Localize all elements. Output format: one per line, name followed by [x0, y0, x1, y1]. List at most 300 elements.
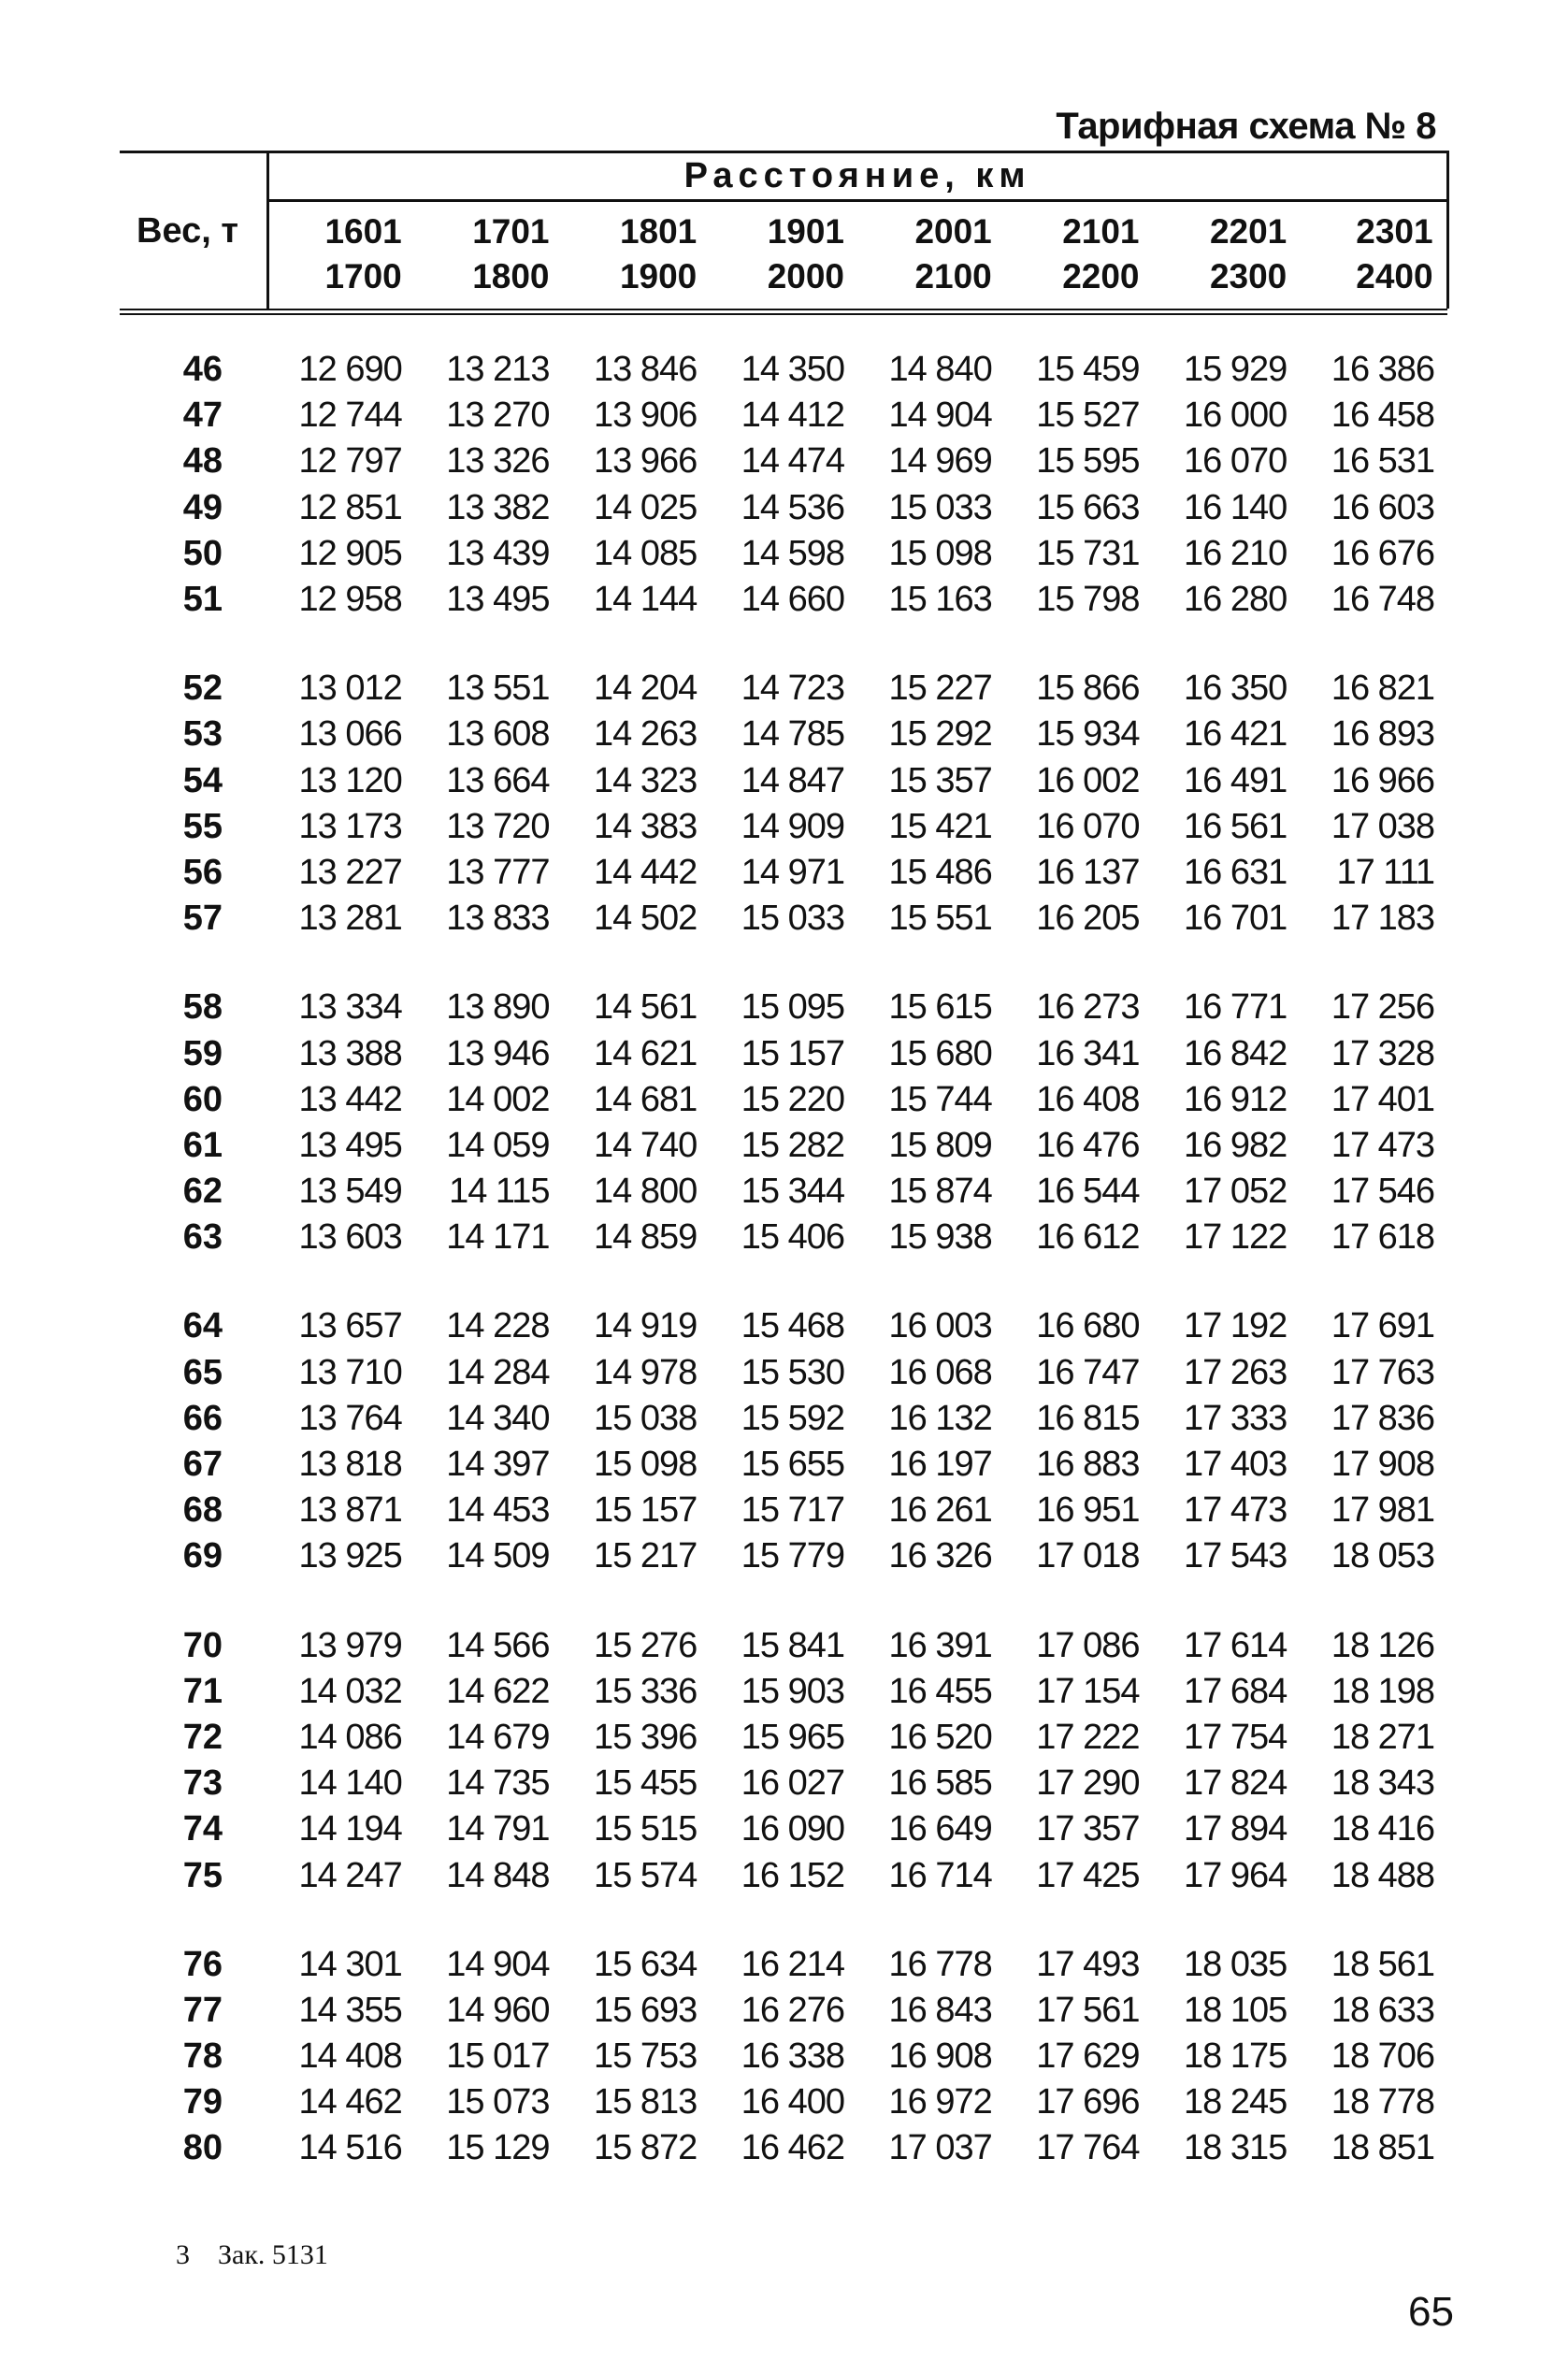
table-row — [120, 1669, 1447, 1715]
tariff-value-cell: 13 551 — [446, 669, 550, 709]
tariff-value-cell: 15 592 — [741, 1398, 844, 1438]
tariff-value-cell: 16 003 — [888, 1306, 992, 1346]
tariff-value-cell: 14 660 — [741, 580, 844, 620]
weight-cell: 58 — [182, 987, 223, 1028]
tariff-value-cell: 13 227 — [298, 852, 402, 892]
tariff-value-cell: 16 649 — [888, 1809, 992, 1849]
tariff-value-cell: 13 890 — [446, 987, 550, 1028]
tariff-value-cell: 16 520 — [888, 1717, 992, 1757]
weight-cell: 56 — [182, 852, 223, 892]
tariff-value-cell: 16 843 — [888, 1990, 992, 2030]
tariff-value-cell: 17 836 — [1331, 1398, 1435, 1438]
tariff-value-cell: 13 281 — [298, 899, 402, 939]
table-row — [120, 758, 1447, 804]
tariff-value-cell: 16 455 — [888, 1671, 992, 1711]
tariff-value-cell: 16 137 — [1036, 852, 1140, 892]
weight-cell: 75 — [182, 1855, 223, 1895]
table-row — [120, 1488, 1447, 1533]
tariff-value-cell: 14 032 — [298, 1671, 402, 1711]
range-to: 2300 — [1209, 257, 1287, 295]
weight-cell: 63 — [182, 1217, 223, 1258]
tariff-value-cell: 15 157 — [594, 1490, 698, 1531]
tariff-value-cell: 17 696 — [1036, 2082, 1140, 2122]
weight-cell: 59 — [182, 1033, 223, 1073]
distance-range-header — [563, 201, 711, 309]
tariff-value-cell: 14 978 — [594, 1352, 698, 1392]
weight-cell: 48 — [182, 441, 223, 482]
tariff-value-cell: 14 622 — [446, 1671, 550, 1711]
tariff-value-cell: 13 966 — [594, 441, 698, 482]
tariff-value-cell: 14 904 — [446, 1944, 550, 1984]
tariff-value-cell: 18 175 — [1184, 2036, 1287, 2077]
tariff-value-cell: 14 323 — [594, 760, 698, 800]
scheme-title: Тарифная схема № 8 — [1056, 106, 1436, 147]
tariff-value-cell: 17 473 — [1184, 1490, 1287, 1531]
weight-cell: 78 — [182, 2036, 223, 2077]
weight-cell: 67 — [182, 1445, 223, 1485]
tariff-value-cell: 16 748 — [1331, 580, 1435, 620]
tariff-value-cell: 16 585 — [888, 1763, 992, 1804]
tariff-value-cell: 14 383 — [594, 806, 698, 846]
weight-cell: 61 — [182, 1125, 223, 1165]
tariff-value-cell: 12 797 — [298, 441, 402, 482]
tariff-value-cell: 15 098 — [888, 533, 992, 573]
tariff-value-cell: 12 958 — [298, 580, 402, 620]
tariff-value-cell: 16 951 — [1036, 1490, 1140, 1531]
tariff-value-cell: 14 681 — [594, 1079, 698, 1119]
tariff-value-cell: 14 462 — [298, 2082, 402, 2122]
tariff-value-cell: 16 070 — [1036, 806, 1140, 846]
tariff-value-cell: 16 205 — [1036, 899, 1140, 939]
tariff-value-cell: 17 333 — [1184, 1398, 1287, 1438]
tariff-value-cell: 13 603 — [298, 1217, 402, 1258]
tariff-value-cell: 13 764 — [298, 1398, 402, 1438]
tariff-value-cell: 14 502 — [594, 899, 698, 939]
group-gap — [120, 623, 1447, 666]
table-row — [120, 1396, 1447, 1442]
tariff-value-cell: 17 546 — [1331, 1172, 1435, 1212]
tariff-value-cell: 13 549 — [298, 1172, 402, 1212]
weight-cell: 54 — [182, 760, 223, 800]
weight-cell: 74 — [182, 1809, 223, 1849]
table-row — [120, 985, 1447, 1030]
tariff-value-cell: 15 551 — [888, 899, 992, 939]
tariff-value-cell: 13 871 — [298, 1490, 402, 1531]
table-row — [120, 1169, 1447, 1215]
weight-cell: 60 — [182, 1079, 223, 1119]
tariff-value-cell: 17 473 — [1331, 1125, 1435, 1165]
tariff-value-cell: 12 690 — [298, 350, 402, 390]
tariff-value-cell: 16 893 — [1331, 714, 1435, 755]
tariff-value-cell: 15 033 — [888, 487, 992, 527]
tariff-value-cell: 18 198 — [1331, 1671, 1435, 1711]
tariff-value-cell: 15 903 — [741, 1671, 844, 1711]
table-row — [120, 393, 1447, 439]
table-row — [120, 850, 1447, 896]
tariff-value-cell: 17 981 — [1331, 1490, 1435, 1531]
table-row — [120, 1215, 1447, 1260]
tariff-value-cell: 14 800 — [594, 1172, 698, 1212]
tariff-table-body — [120, 152, 1447, 2172]
tariff-value-cell: 15 344 — [741, 1172, 844, 1212]
tariff-value-cell: 16 714 — [888, 1855, 992, 1895]
tariff-value-cell: 15 655 — [741, 1445, 844, 1485]
tariff-value-cell: 16 778 — [888, 1944, 992, 1984]
tariff-value-cell: 13 439 — [446, 533, 550, 573]
table-row — [120, 485, 1447, 531]
tariff-value-cell: 18 488 — [1331, 1855, 1435, 1895]
tariff-value-cell: 15 038 — [594, 1398, 698, 1438]
tariff-value-cell: 17 908 — [1331, 1445, 1435, 1485]
tariff-value-cell: 16 386 — [1331, 350, 1435, 390]
tariff-value-cell: 14 679 — [446, 1717, 550, 1757]
table-row — [120, 666, 1447, 712]
footer-print-info: 3 Зак. 5131 — [176, 2239, 328, 2270]
tariff-value-cell: 15 717 — [741, 1490, 844, 1531]
tariff-value-cell: 16 326 — [888, 1536, 992, 1576]
table-row — [120, 347, 1447, 393]
tariff-value-cell: 15 157 — [741, 1033, 844, 1073]
range-from: 2001 — [914, 212, 992, 251]
tariff-value-cell: 13 442 — [298, 1079, 402, 1119]
group-gap — [120, 1580, 1447, 1623]
range-from: 2101 — [1062, 212, 1140, 251]
tariff-value-cell: 15 595 — [1036, 441, 1140, 482]
tariff-value-cell: 16 391 — [888, 1625, 992, 1665]
tariff-value-cell: 17 964 — [1184, 1855, 1287, 1895]
tariff-value-cell: 17 629 — [1036, 2036, 1140, 2077]
tariff-value-cell: 13 608 — [446, 714, 550, 755]
tariff-value-cell: 15 276 — [594, 1625, 698, 1665]
tariff-value-cell: 14 969 — [888, 441, 992, 482]
tariff-value-cell: 14 516 — [298, 2128, 402, 2168]
tariff-value-cell: 16 972 — [888, 2082, 992, 2122]
tariff-value-cell: 16 544 — [1036, 1172, 1140, 1212]
range-from: 1901 — [767, 212, 844, 251]
tariff-value-cell: 18 053 — [1331, 1536, 1435, 1576]
tariff-value-cell: 15 098 — [594, 1445, 698, 1485]
weight-cell: 71 — [182, 1671, 223, 1711]
tariff-value-cell: 18 851 — [1331, 2128, 1435, 2168]
tariff-value-cell: 16 197 — [888, 1445, 992, 1485]
tariff-value-cell: 12 905 — [298, 533, 402, 573]
tariff-value-cell: 15 615 — [888, 987, 992, 1028]
range-to: 1800 — [472, 257, 550, 295]
table-row — [120, 1303, 1447, 1349]
tariff-value-cell: 14 561 — [594, 987, 698, 1028]
tariff-value-cell: 17 192 — [1184, 1306, 1287, 1346]
weight-cell: 62 — [182, 1172, 223, 1212]
tariff-value-cell: 17 038 — [1331, 806, 1435, 846]
tariff-value-cell: 14 566 — [446, 1625, 550, 1665]
tariff-value-cell: 16 068 — [888, 1352, 992, 1392]
tariff-value-cell: 15 634 — [594, 1944, 698, 1984]
tariff-value-cell: 13 213 — [446, 350, 550, 390]
weight-column-header: Вес, т — [120, 152, 267, 309]
tariff-value-cell: 17 614 — [1184, 1625, 1287, 1665]
tariff-value-cell: 13 906 — [594, 396, 698, 436]
tariff-value-cell: 15 530 — [741, 1352, 844, 1392]
tariff-value-cell: 16 338 — [741, 2036, 844, 2077]
range-from: 1601 — [324, 212, 402, 251]
table-row — [120, 1350, 1447, 1396]
tariff-value-cell: 15 396 — [594, 1717, 698, 1757]
table-row — [120, 577, 1447, 623]
tariff-value-cell: 18 245 — [1184, 2082, 1287, 2122]
tariff-value-cell: 16 603 — [1331, 487, 1435, 527]
tariff-value-cell: 13 818 — [298, 1445, 402, 1485]
tariff-value-cell: 13 657 — [298, 1306, 402, 1346]
tariff-value-cell: 14 509 — [446, 1536, 550, 1576]
tariff-value-cell: 17 052 — [1184, 1172, 1287, 1212]
tariff-value-cell: 14 740 — [594, 1125, 698, 1165]
tariff-value-cell: 15 421 — [888, 806, 992, 846]
range-to: 2100 — [914, 257, 992, 295]
tariff-value-cell: 15 095 — [741, 987, 844, 1028]
tariff-value-cell: 14 735 — [446, 1763, 550, 1804]
distance-range-header — [415, 201, 563, 309]
tariff-value-cell: 15 929 — [1184, 350, 1287, 390]
tariff-value-cell: 15 798 — [1036, 580, 1140, 620]
tariff-value-cell: 18 778 — [1331, 2082, 1435, 2122]
tariff-value-cell: 14 140 — [298, 1763, 402, 1804]
tariff-value-cell: 13 495 — [298, 1125, 402, 1165]
tariff-value-cell: 16 842 — [1184, 1033, 1287, 1073]
tariff-table — [120, 151, 1449, 2172]
weight-cell: 49 — [182, 487, 223, 527]
tariff-value-cell: 16 531 — [1331, 441, 1435, 482]
table-row — [120, 2125, 1447, 2171]
tariff-value-cell: 16 491 — [1184, 760, 1287, 800]
tariff-value-cell: 16 273 — [1036, 987, 1140, 1028]
tariff-value-cell: 16 140 — [1184, 487, 1287, 527]
tariff-value-cell: 15 459 — [1036, 350, 1140, 390]
tariff-value-cell: 14 840 — [888, 350, 992, 390]
tariff-value-cell: 14 263 — [594, 714, 698, 755]
tariff-value-cell: 14 909 — [741, 806, 844, 846]
tariff-value-cell: 15 813 — [594, 2082, 698, 2122]
tariff-value-cell: 14 859 — [594, 1217, 698, 1258]
tariff-value-cell: 14 301 — [298, 1944, 402, 1984]
range-to: 2400 — [1356, 257, 1433, 295]
tariff-value-cell: 17 403 — [1184, 1445, 1287, 1485]
tariff-value-cell: 16 408 — [1036, 1079, 1140, 1119]
tariff-value-cell: 13 120 — [298, 760, 402, 800]
tariff-value-cell: 14 002 — [446, 1079, 550, 1119]
tariff-value-cell: 14 144 — [594, 580, 698, 620]
tariff-value-cell: 15 486 — [888, 852, 992, 892]
weight-cell: 80 — [182, 2128, 223, 2168]
tariff-value-cell: 14 847 — [741, 760, 844, 800]
tariff-value-cell: 15 744 — [888, 1079, 992, 1119]
tariff-value-cell: 17 122 — [1184, 1217, 1287, 1258]
tariff-value-cell: 15 938 — [888, 1217, 992, 1258]
tariff-value-cell: 14 960 — [446, 1990, 550, 2030]
tariff-value-cell: 15 017 — [446, 2036, 550, 2077]
weight-cell: 79 — [182, 2082, 223, 2122]
table-row — [120, 1030, 1447, 1076]
tariff-value-cell: 14 228 — [446, 1306, 550, 1346]
range-to: 1900 — [619, 257, 698, 295]
tariff-value-cell: 15 282 — [741, 1125, 844, 1165]
tariff-value-cell: 15 874 — [888, 1172, 992, 1212]
tariff-value-cell: 13 925 — [298, 1536, 402, 1576]
weight-cell: 47 — [182, 396, 223, 436]
tariff-value-cell: 16 747 — [1036, 1352, 1140, 1392]
distance-range-header — [710, 201, 857, 309]
tariff-value-cell: 13 173 — [298, 806, 402, 846]
weight-cell: 53 — [182, 714, 223, 755]
tariff-value-cell: 13 382 — [446, 487, 550, 527]
weight-cell: 70 — [182, 1625, 223, 1665]
tariff-value-cell: 16 676 — [1331, 533, 1435, 573]
tariff-value-cell: 16 214 — [741, 1944, 844, 1984]
tariff-value-cell: 18 416 — [1331, 1809, 1435, 1849]
tariff-value-cell: 17 263 — [1184, 1352, 1287, 1392]
tariff-value-cell: 16 400 — [741, 2082, 844, 2122]
tariff-value-cell: 17 764 — [1036, 2128, 1140, 2168]
tariff-value-cell: 13 946 — [446, 1033, 550, 1073]
tariff-value-cell: 16 476 — [1036, 1125, 1140, 1165]
distance-range-header — [1005, 201, 1153, 309]
tariff-value-cell: 17 401 — [1331, 1079, 1435, 1119]
tariff-value-cell: 17 037 — [888, 2128, 992, 2168]
tariff-value-cell: 14 204 — [594, 669, 698, 709]
range-from: 1801 — [619, 212, 698, 251]
tariff-value-cell: 13 388 — [298, 1033, 402, 1073]
tariff-value-cell: 18 126 — [1331, 1625, 1435, 1665]
tariff-value-cell: 14 340 — [446, 1398, 550, 1438]
tariff-value-cell: 14 904 — [888, 396, 992, 436]
weight-cell: 55 — [182, 806, 223, 846]
weight-cell: 68 — [182, 1490, 223, 1531]
tariff-value-cell: 16 421 — [1184, 714, 1287, 755]
tariff-value-cell: 16 908 — [888, 2036, 992, 2077]
tariff-value-cell: 15 129 — [446, 2128, 550, 2168]
tariff-value-cell: 16 132 — [888, 1398, 992, 1438]
tariff-value-cell: 14 723 — [741, 669, 844, 709]
table-row — [120, 1715, 1447, 1761]
tariff-value-cell: 14 355 — [298, 1990, 402, 2030]
weight-cell: 65 — [182, 1352, 223, 1392]
tariff-value-cell: 13 833 — [446, 899, 550, 939]
tariff-value-cell: 17 763 — [1331, 1352, 1435, 1392]
tariff-value-cell: 15 515 — [594, 1809, 698, 1849]
tariff-value-cell: 15 663 — [1036, 487, 1140, 527]
tariff-value-cell: 15 033 — [741, 899, 844, 939]
tariff-value-cell: 14 536 — [741, 487, 844, 527]
weight-cell: 64 — [182, 1306, 223, 1346]
tariff-value-cell: 13 012 — [298, 669, 402, 709]
tariff-value-cell: 17 086 — [1036, 1625, 1140, 1665]
tariff-value-cell: 16 458 — [1331, 396, 1435, 436]
weight-cell: 66 — [182, 1398, 223, 1438]
tariff-value-cell: 15 731 — [1036, 533, 1140, 573]
tariff-value-cell: 17 618 — [1331, 1217, 1435, 1258]
group-gap — [120, 942, 1447, 985]
tariff-value-cell: 13 777 — [446, 852, 550, 892]
table-row — [120, 896, 1447, 942]
tariff-value-cell: 15 866 — [1036, 669, 1140, 709]
tariff-value-cell: 18 561 — [1331, 1944, 1435, 1984]
header-row-distance — [120, 152, 1447, 201]
tariff-value-cell: 13 979 — [298, 1625, 402, 1665]
tariff-value-cell: 18 706 — [1331, 2036, 1435, 2077]
range-from: 2301 — [1356, 212, 1433, 251]
tariff-value-cell: 16 090 — [741, 1809, 844, 1849]
tariff-value-cell: 16 771 — [1184, 987, 1287, 1028]
tariff-value-cell: 18 633 — [1331, 1990, 1435, 2030]
tariff-value-cell: 13 495 — [446, 580, 550, 620]
range-from: 2201 — [1209, 212, 1287, 251]
tariff-value-cell: 14 785 — [741, 714, 844, 755]
tariff-value-cell: 14 412 — [741, 396, 844, 436]
tariff-value-cell: 16 280 — [1184, 580, 1287, 620]
tariff-value-cell: 13 720 — [446, 806, 550, 846]
tariff-value-cell: 16 966 — [1331, 760, 1435, 800]
tariff-value-cell: 17 691 — [1331, 1306, 1435, 1346]
table-row — [120, 1988, 1447, 2034]
table-row — [120, 1806, 1447, 1852]
tariff-value-cell: 14 025 — [594, 487, 698, 527]
tariff-value-cell: 15 841 — [741, 1625, 844, 1665]
tariff-value-cell: 17 328 — [1331, 1033, 1435, 1073]
tariff-value-cell: 14 453 — [446, 1490, 550, 1531]
tariff-value-cell: 13 270 — [446, 396, 550, 436]
distance-range-header — [1153, 201, 1301, 309]
tariff-value-cell: 13 066 — [298, 714, 402, 755]
tariff-value-cell: 12 744 — [298, 396, 402, 436]
tariff-value-cell: 14 408 — [298, 2036, 402, 2077]
table-row — [120, 1761, 1447, 1806]
tariff-value-cell: 16 561 — [1184, 806, 1287, 846]
weight-cell: 57 — [182, 899, 223, 939]
range-to: 2000 — [767, 257, 844, 295]
tariff-value-cell: 14 194 — [298, 1809, 402, 1849]
tariff-value-cell: 13 326 — [446, 441, 550, 482]
weight-cell: 72 — [182, 1717, 223, 1757]
tariff-value-cell: 17 111 — [1336, 852, 1435, 892]
tariff-value-cell: 16 462 — [741, 2128, 844, 2168]
range-from: 1701 — [472, 212, 550, 251]
table-row — [120, 1077, 1447, 1123]
weight-cell: 77 — [182, 1990, 223, 2030]
tariff-value-cell: 16 341 — [1036, 1033, 1140, 1073]
weight-cell: 76 — [182, 1944, 223, 1984]
table-row — [120, 1942, 1447, 1988]
tariff-value-cell: 15 292 — [888, 714, 992, 755]
tariff-value-cell: 13 710 — [298, 1352, 402, 1392]
tariff-value-cell: 16 027 — [741, 1763, 844, 1804]
tariff-value-cell: 15 468 — [741, 1306, 844, 1346]
tariff-value-cell: 17 154 — [1036, 1671, 1140, 1711]
group-gap — [120, 1260, 1447, 1303]
tariff-value-cell: 15 872 — [594, 2128, 698, 2168]
tariff-value-cell: 17 357 — [1036, 1809, 1140, 1849]
tariff-value-cell: 16 821 — [1331, 669, 1435, 709]
tariff-value-cell: 18 035 — [1184, 1944, 1287, 1984]
table-row — [120, 531, 1447, 577]
distance-range-header — [1300, 201, 1447, 309]
tariff-value-cell: 16 701 — [1184, 899, 1287, 939]
tariff-value-cell: 17 256 — [1331, 987, 1435, 1028]
tariff-value-cell: 16 912 — [1184, 1079, 1287, 1119]
tariff-value-cell: 16 982 — [1184, 1125, 1287, 1165]
tariff-value-cell: 17 425 — [1036, 1855, 1140, 1895]
tariff-value-cell: 16 631 — [1184, 852, 1287, 892]
table-row — [120, 1123, 1447, 1169]
tariff-value-cell: 16 261 — [888, 1490, 992, 1531]
